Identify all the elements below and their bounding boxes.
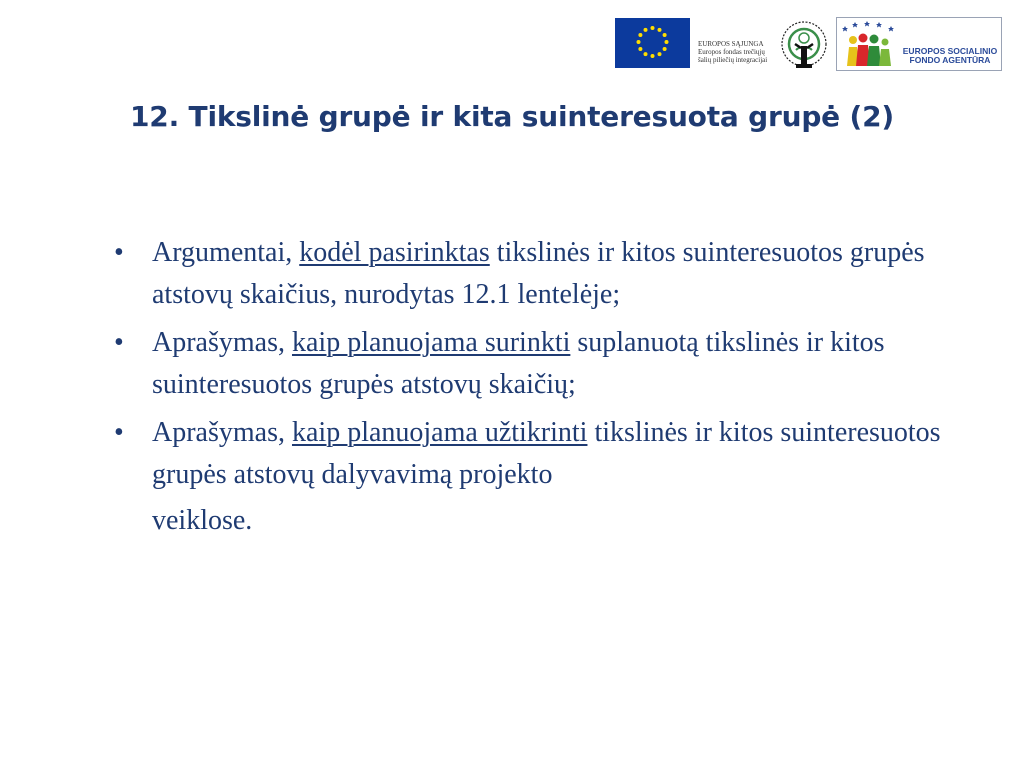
eu-label-line3: šalių piliečių integracijai bbox=[698, 56, 768, 64]
bullet-suffix: tikslinės ir kitos suinteresuotos grupės atstovų dalyvavimą projekto bbox=[152, 417, 941, 490]
esfa-label bbox=[899, 47, 1001, 65]
bullet-marker: • bbox=[114, 237, 124, 268]
bullet-underlined-text: kaip planuojama surinkti bbox=[291, 327, 571, 358]
bullet-prefix: Aprašymas, bbox=[152, 417, 292, 448]
bullet-item bbox=[112, 412, 952, 546]
ministry-seal-logo bbox=[779, 18, 829, 72]
slide-title: 12. Tikslinė grupė ir kita suinteresuota grupė (2) bbox=[130, 100, 894, 133]
eu-stars-icon bbox=[615, 18, 690, 68]
people-figures-icon bbox=[839, 20, 899, 68]
bullet-item bbox=[112, 232, 952, 316]
bullet-suffix: suplanuotą tikslinės ir kitos suinteresuotos grupės atstovų skaičių; bbox=[152, 327, 885, 400]
bullet-prefix: Aprašymas, bbox=[152, 327, 292, 358]
bullet-item bbox=[112, 322, 952, 406]
eu-flag-logo bbox=[615, 18, 690, 68]
eu-label-line1: EUROPOS SĄJUNGA bbox=[698, 40, 764, 48]
eu-fund-label bbox=[698, 40, 770, 64]
bullet-suffix: tikslinės ir kitos suinteresuotos grupės atstovų skaičius, nurodytas 12.1 lentelėje; bbox=[152, 237, 925, 310]
bullet-prefix: Argumentai, bbox=[152, 237, 300, 268]
header-logos bbox=[612, 14, 1004, 72]
eu-label-line2: Europos fondas trečiųjų bbox=[698, 48, 765, 56]
esfa-label-line1: EUROPOS SOCIALINIO bbox=[902, 46, 998, 56]
bullet-marker: • bbox=[114, 417, 124, 448]
esfa-label-line2: FONDO AGENTŪRA bbox=[909, 55, 991, 65]
ministry-seal-icon bbox=[779, 18, 829, 72]
bullet-list bbox=[112, 232, 952, 552]
bullet-marker: • bbox=[114, 327, 124, 358]
esfa-logo bbox=[836, 17, 1002, 71]
bullet-suffix-end: veiklose. bbox=[152, 505, 253, 536]
bullet-underlined-text: kaip planuojama užtikrinti bbox=[291, 417, 588, 448]
bullet-underlined-text: kodėl pasirinktas bbox=[299, 237, 490, 268]
